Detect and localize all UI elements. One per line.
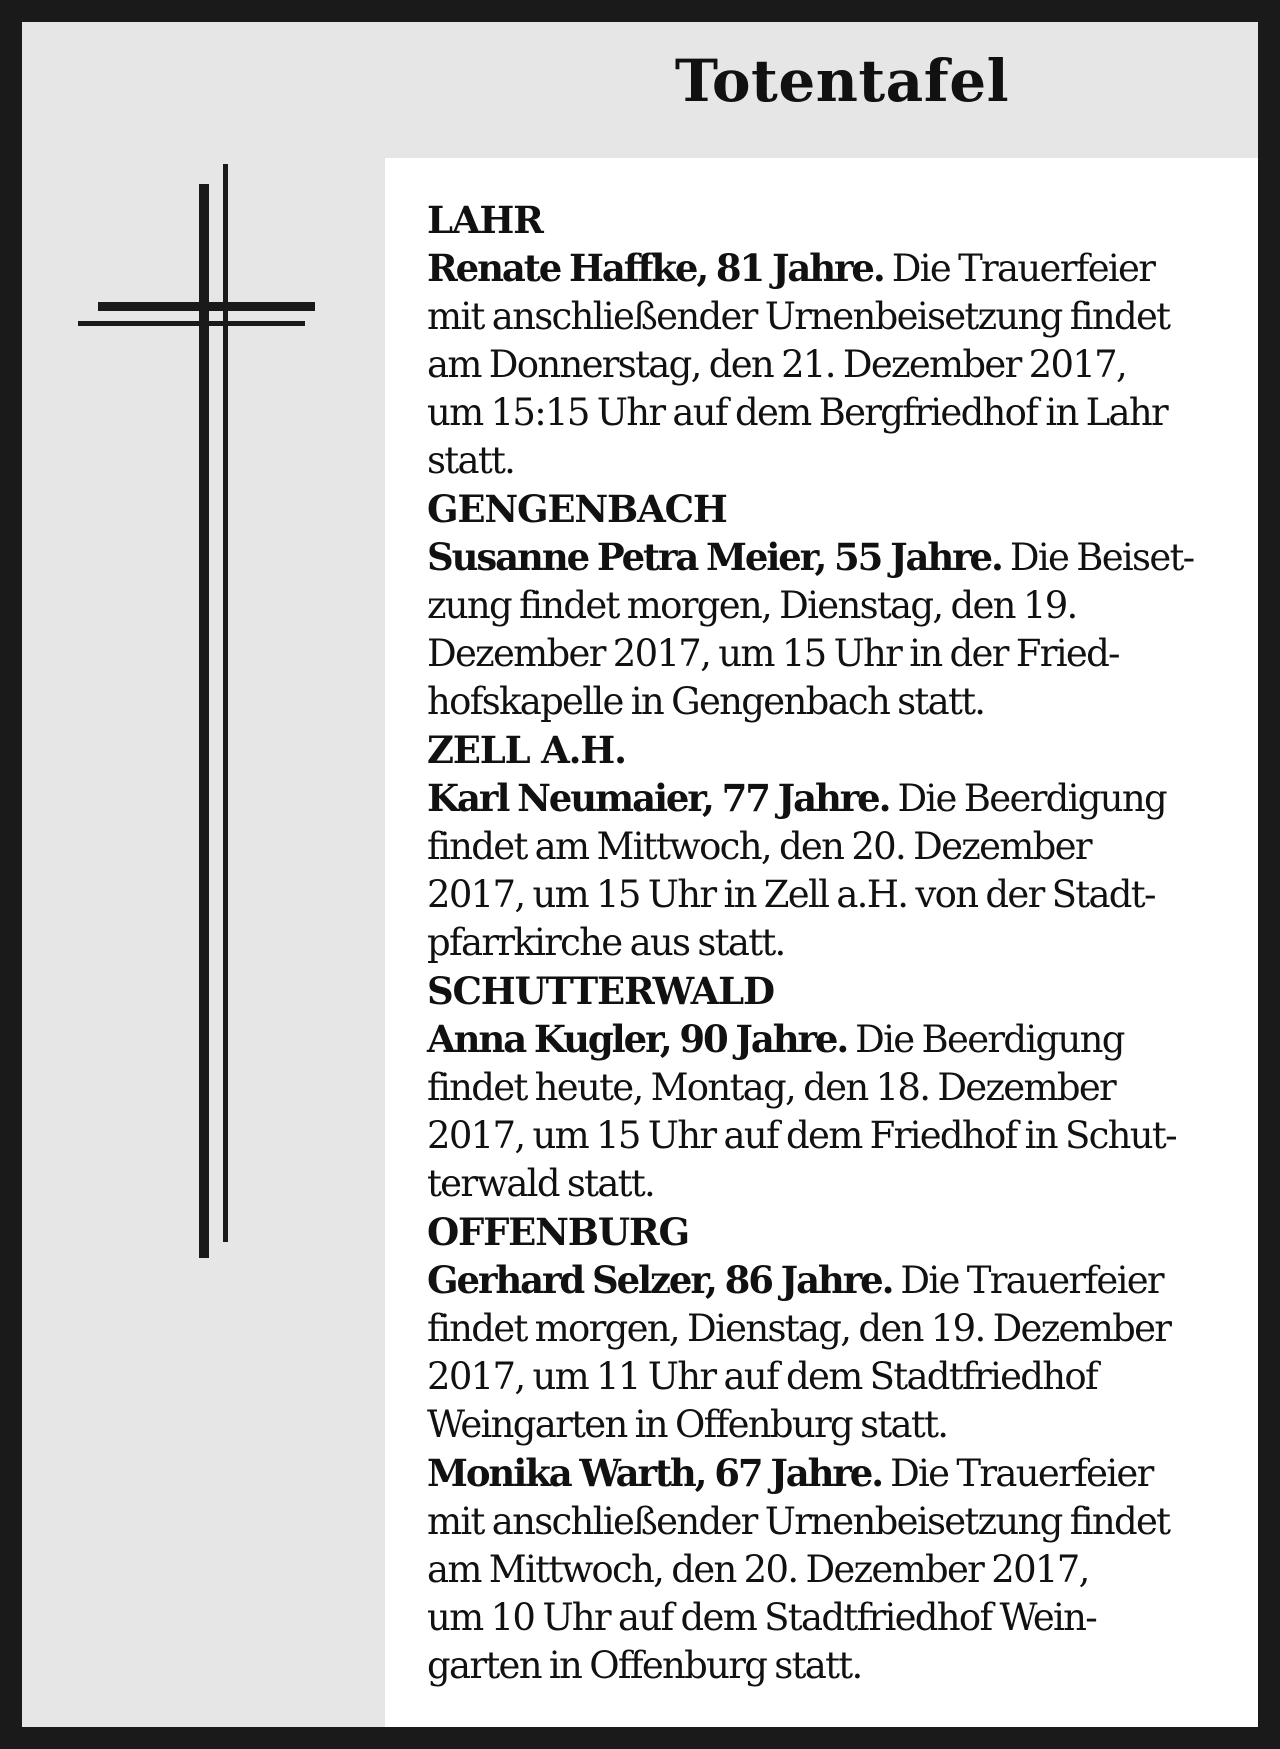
obituary-line bbox=[427, 823, 1240, 871]
obituary-text: statt. bbox=[427, 439, 515, 482]
deceased-name: Renate Haffke, 81 Jahre. bbox=[427, 246, 884, 290]
obituary-line bbox=[427, 1112, 1240, 1160]
obituary-text: am Mittwoch, den 20. Dezember 2017, bbox=[427, 1548, 1089, 1591]
obituary-text: Die Trauerfeier bbox=[882, 1452, 1153, 1495]
obituary-text: zung findet morgen, Dienstag, den 19. bbox=[427, 584, 1077, 627]
town-section bbox=[427, 485, 1240, 726]
deceased-name: Karl Neumaier, 77 Jahre. bbox=[427, 776, 890, 820]
obituary-line bbox=[427, 630, 1240, 678]
obituary-line bbox=[427, 774, 1240, 823]
town-section bbox=[427, 726, 1240, 967]
obituary-line bbox=[427, 1498, 1240, 1546]
obituary-entry bbox=[427, 1449, 1240, 1690]
obituary-line bbox=[427, 1449, 1240, 1498]
obituary-text: 2017, um 15 Uhr in Zell a.H. von der Stadt- bbox=[427, 873, 1155, 916]
obituary-text: 2017, um 15 Uhr auf dem Friedhof in Schut- bbox=[427, 1114, 1176, 1157]
obituary-line bbox=[427, 293, 1240, 341]
obituary-line bbox=[427, 582, 1240, 630]
obituary-text: mit anschließender Urnenbeisetzung findet bbox=[427, 295, 1170, 338]
obituary-entry bbox=[427, 1015, 1240, 1208]
obituary-line bbox=[427, 1064, 1240, 1112]
deceased-name: Susanne Petra Meier, 55 Jahre. bbox=[427, 535, 1002, 579]
obituary-text: 2017, um 11 Uhr auf dem Stadtfriedhof bbox=[427, 1355, 1097, 1398]
cross-horizontal-bar-thick bbox=[98, 302, 315, 311]
town-heading: OFFENBURG bbox=[427, 1210, 689, 1254]
deceased-name: Gerhard Selzer, 86 Jahre. bbox=[427, 1258, 893, 1302]
obituary-line bbox=[427, 871, 1240, 919]
obituary-text: garten in Offenburg statt. bbox=[427, 1644, 862, 1687]
town-heading: SCHUTTERWALD bbox=[427, 969, 774, 1013]
obituary-text: Dezember 2017, um 15 Uhr in der Fried- bbox=[427, 632, 1119, 675]
deceased-name: Anna Kugler, 90 Jahre. bbox=[427, 1017, 848, 1061]
obituary-line bbox=[427, 1015, 1240, 1064]
town-section bbox=[427, 196, 1240, 485]
obituary-text: mit anschließender Urnenbeisetzung findet bbox=[427, 1500, 1170, 1543]
obituary-line bbox=[427, 244, 1240, 293]
obituary-text: findet morgen, Dienstag, den 19. Dezember bbox=[427, 1307, 1171, 1350]
cross-horizontal-bar-thin bbox=[78, 321, 305, 326]
obituary-text: Weingarten in Offenburg statt. bbox=[427, 1403, 948, 1446]
obituary-line bbox=[427, 919, 1240, 967]
obituary-text: Die Beerdigung bbox=[889, 777, 1167, 820]
obituary-text: hofskapelle in Gengenbach statt. bbox=[427, 680, 985, 723]
town-section bbox=[427, 967, 1240, 1208]
obituary-text: um 15:15 Uhr auf dem Bergfriedhof in Lahr bbox=[427, 391, 1167, 434]
obituary-text: terwald statt. bbox=[427, 1162, 655, 1205]
obituary-line bbox=[427, 1401, 1240, 1449]
obituary-line bbox=[427, 389, 1240, 437]
obituary-line bbox=[427, 1305, 1240, 1353]
cross-icon bbox=[55, 158, 315, 1388]
deceased-name: Monika Warth, 67 Jahre. bbox=[427, 1451, 883, 1495]
town-heading: LAHR bbox=[427, 198, 543, 242]
town-section bbox=[427, 1208, 1240, 1690]
obituary-line bbox=[427, 1642, 1240, 1690]
page-title: Totentafel bbox=[674, 47, 1010, 115]
obituary-text: um 10 Uhr auf dem Stadtfriedhof Wein- bbox=[427, 1596, 1097, 1639]
obituary-text: Die Beiset- bbox=[1001, 536, 1194, 579]
obituary-entry bbox=[427, 244, 1240, 485]
obituary-entry bbox=[427, 533, 1240, 726]
obituary-line bbox=[427, 1546, 1240, 1594]
obituary-text: am Donnerstag, den 21. Dezember 2017, bbox=[427, 343, 1127, 386]
obituary-line bbox=[427, 1256, 1240, 1305]
obituary-text: Die Trauerfeier bbox=[883, 247, 1155, 290]
town-heading: GENGENBACH bbox=[427, 487, 727, 531]
obituary-line bbox=[427, 678, 1240, 726]
obituary-line bbox=[427, 1594, 1240, 1642]
cross-vertical-bar-thick bbox=[199, 184, 209, 1258]
obituary-list bbox=[385, 158, 1258, 1727]
obituary-entry bbox=[427, 774, 1240, 967]
obituary-text: findet heute, Montag, den 18. Dezember bbox=[427, 1066, 1116, 1109]
obituary-text: findet am Mittwoch, den 20. Dezember bbox=[427, 825, 1091, 868]
obituary-text: pfarrkirche aus statt. bbox=[427, 921, 785, 964]
obituary-line bbox=[427, 1160, 1240, 1208]
obituary-text: Die Beerdigung bbox=[847, 1018, 1124, 1061]
obituary-entry bbox=[427, 1256, 1240, 1449]
obituary-line bbox=[427, 341, 1240, 389]
town-heading: ZELL A.H. bbox=[427, 728, 626, 772]
obituary-line bbox=[427, 1353, 1240, 1401]
obituary-text: Die Trauerfeier bbox=[892, 1259, 1163, 1302]
obituary-line bbox=[427, 533, 1240, 582]
obituary-line bbox=[427, 437, 1240, 485]
